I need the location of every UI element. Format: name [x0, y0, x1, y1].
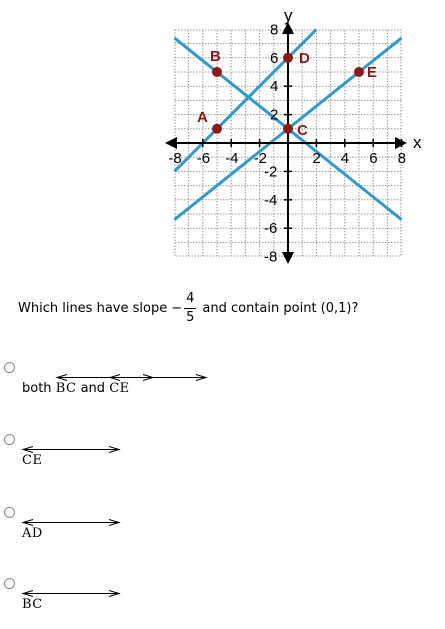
y-tick-label: -4 — [264, 191, 278, 209]
option-4-label[interactable] — [22, 590, 43, 612]
option-1-line-ce — [109, 374, 129, 396]
line-arrows-icon — [21, 519, 121, 526]
option-1-line-bc — [56, 374, 77, 396]
option-1-joiner: and — [80, 381, 106, 396]
point-a — [212, 124, 222, 134]
x-tick-label: 8 — [397, 150, 406, 167]
question-text — [18, 286, 358, 330]
option-4-radio[interactable] — [4, 578, 15, 589]
option-2-radio[interactable] — [4, 434, 15, 445]
option-2-label[interactable] — [22, 446, 42, 468]
x-tick-label: -6 — [196, 150, 211, 167]
option-3-radio[interactable] — [4, 507, 15, 518]
y-axis-arrow-down-icon — [282, 252, 294, 264]
point-e — [354, 67, 364, 77]
option-3-seg-text: AD — [22, 526, 43, 541]
point-c — [283, 124, 293, 134]
option-3-label[interactable] — [22, 519, 43, 541]
slope-fraction — [184, 292, 196, 325]
y-tick-label: 2 — [270, 106, 279, 124]
option-1-seg1-text: BC — [55, 381, 77, 396]
y-tick-label: 8 — [270, 21, 279, 39]
y-tick-label: -8 — [264, 248, 278, 266]
option-3-line-ad — [22, 519, 43, 541]
x-tick-label: -2 — [253, 150, 267, 167]
question-prefix: Which lines have slope — [18, 300, 168, 316]
x-tick-label: 2 — [312, 150, 321, 167]
point-b — [212, 67, 222, 77]
option-2-seg-text: CE — [22, 453, 43, 468]
option-4-seg-text: BC — [22, 597, 43, 612]
point-label-c: C — [297, 121, 308, 139]
question-suffix: and contain point (0,1)? — [202, 300, 359, 316]
y-tick-label: -2 — [264, 163, 278, 181]
option-1-lead: both — [22, 381, 52, 396]
x-tick-label: 4 — [340, 150, 350, 167]
line-arrows-icon — [21, 590, 121, 597]
slope-numerator: 4 — [184, 292, 196, 309]
point-label-e: E — [367, 64, 378, 81]
option-2-line-ce — [22, 446, 42, 468]
option-4-line-bc — [22, 590, 43, 612]
x-axis-arrow-left-icon — [165, 137, 177, 149]
x-tick-label: 6 — [369, 150, 378, 167]
y-axis-label: y — [284, 6, 293, 25]
x-tick-label: -8 — [168, 150, 182, 167]
coordinate-graph — [0, 0, 445, 285]
point-label-b: B — [210, 48, 221, 65]
y-tick-label: 6 — [270, 49, 279, 67]
point-label-a: A — [197, 108, 208, 126]
option-1-radio[interactable] — [4, 362, 15, 373]
question-negative-sign: − — [171, 300, 183, 316]
option-1-label[interactable] — [22, 374, 130, 396]
option-1-seg2-text: CE — [109, 381, 130, 396]
y-tick-label: 4 — [270, 78, 279, 96]
x-axis-label: x — [413, 133, 422, 152]
y-tick-label: -6 — [264, 220, 278, 238]
point-d — [283, 53, 293, 63]
x-tick-label: -4 — [225, 150, 239, 167]
slope-denominator: 5 — [186, 309, 195, 325]
line-arrows-icon — [108, 374, 208, 381]
line-arrows-icon — [21, 446, 121, 453]
point-label-d: D — [299, 49, 310, 67]
